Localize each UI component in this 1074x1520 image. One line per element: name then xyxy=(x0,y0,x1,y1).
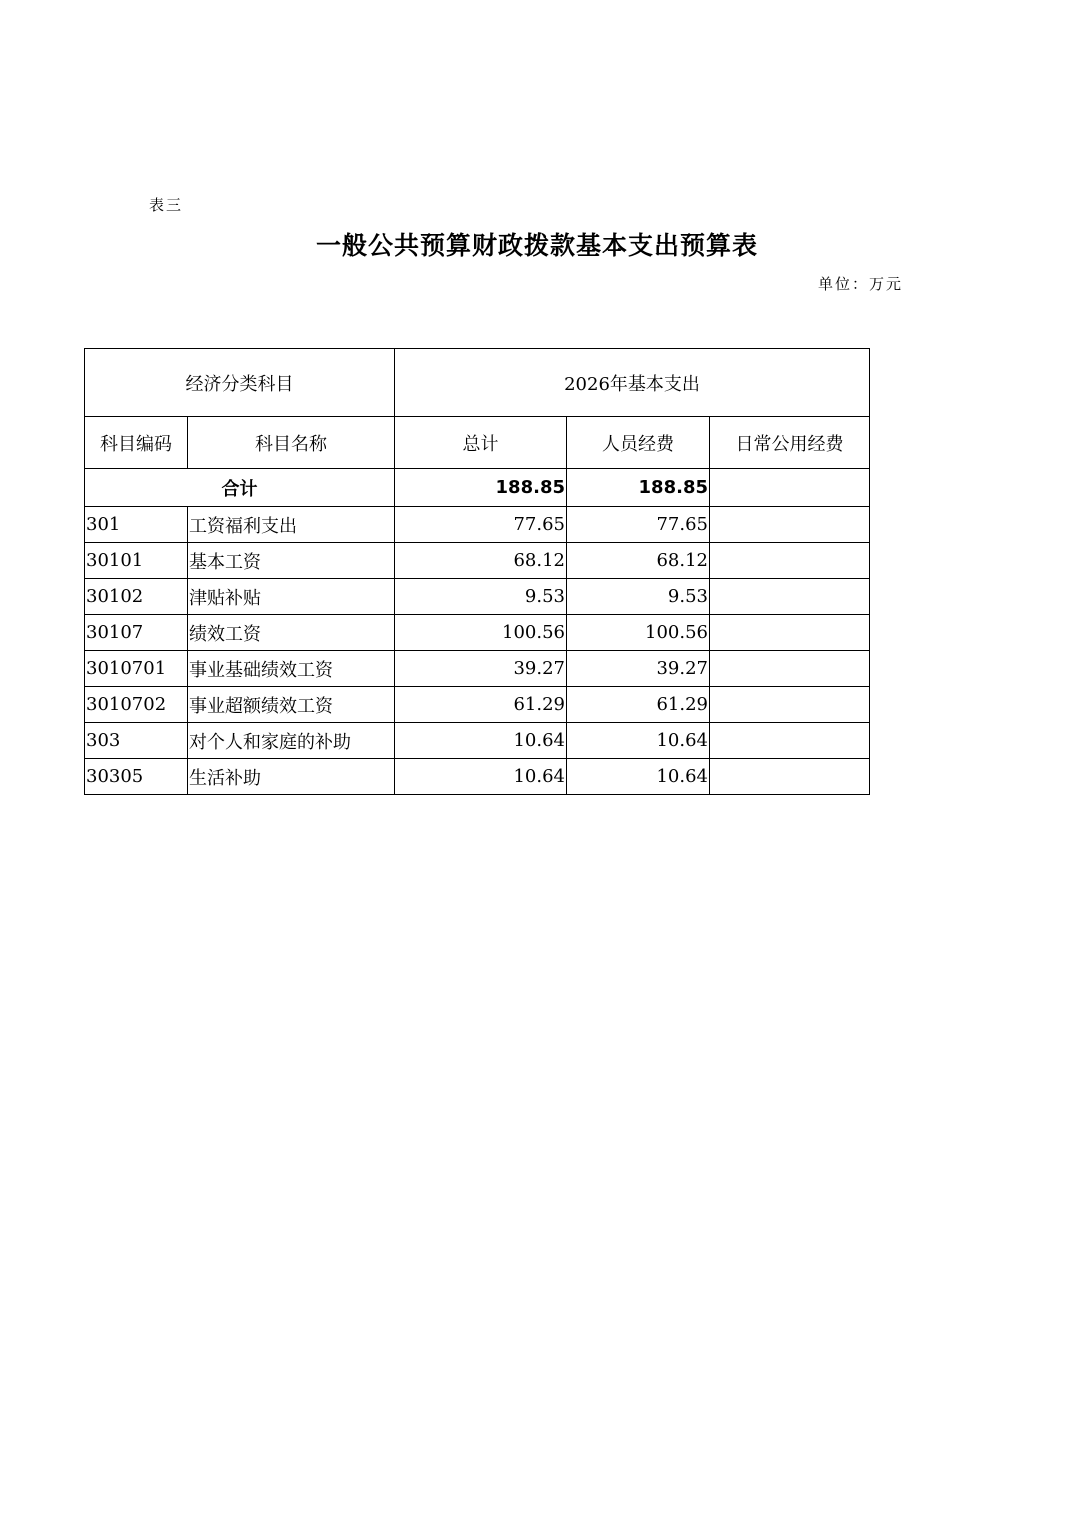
total-personnel: 188.85 xyxy=(567,469,710,507)
row-personnel: 68.12 xyxy=(567,543,710,579)
table-row xyxy=(85,651,870,687)
table-row xyxy=(85,687,870,723)
table-row xyxy=(85,759,870,795)
row-public xyxy=(710,579,870,615)
row-code: 30107 xyxy=(85,615,188,651)
row-total: 68.12 xyxy=(395,543,567,579)
name-column-header: 科目名称 xyxy=(188,417,395,469)
row-personnel: 9.53 xyxy=(567,579,710,615)
row-name: 对个人和家庭的补助 xyxy=(188,723,395,759)
row-code: 3010702 xyxy=(85,687,188,723)
page-title: 一般公共预算财政拨款基本支出预算表 xyxy=(315,231,758,260)
row-name: 工资福利支出 xyxy=(188,507,395,543)
row-personnel: 10.64 xyxy=(567,759,710,795)
budget-table xyxy=(84,348,870,795)
row-name: 津贴补贴 xyxy=(188,579,395,615)
row-personnel: 100.56 xyxy=(567,615,710,651)
row-personnel: 61.29 xyxy=(567,687,710,723)
row-total: 77.65 xyxy=(395,507,567,543)
row-personnel: 77.65 xyxy=(567,507,710,543)
table-label: 表三 xyxy=(149,196,184,214)
table-row xyxy=(85,543,870,579)
table-row xyxy=(85,723,870,759)
code-column-header: 科目编码 xyxy=(85,417,188,469)
public-column-header: 日常公用经费 xyxy=(710,417,870,469)
row-name: 基本工资 xyxy=(188,543,395,579)
row-total: 100.56 xyxy=(395,615,567,651)
row-personnel: 10.64 xyxy=(567,723,710,759)
row-code: 3010701 xyxy=(85,651,188,687)
row-name: 事业超额绩效工资 xyxy=(188,687,395,723)
total-public xyxy=(710,469,870,507)
row-public xyxy=(710,543,870,579)
table-row xyxy=(85,579,870,615)
row-public xyxy=(710,759,870,795)
row-public xyxy=(710,651,870,687)
row-total: 61.29 xyxy=(395,687,567,723)
total-total: 188.85 xyxy=(395,469,567,507)
unit-label: 单位：万元 xyxy=(818,275,904,293)
row-code: 30305 xyxy=(85,759,188,795)
row-public xyxy=(710,687,870,723)
economic-category-header: 经济分类科目 xyxy=(85,349,395,417)
row-total: 10.64 xyxy=(395,759,567,795)
row-personnel: 39.27 xyxy=(567,651,710,687)
row-total: 10.64 xyxy=(395,723,567,759)
total-row xyxy=(85,469,870,507)
row-name: 事业基础绩效工资 xyxy=(188,651,395,687)
row-public xyxy=(710,723,870,759)
row-name: 生活补助 xyxy=(188,759,395,795)
group-header-row xyxy=(85,349,870,417)
table-row xyxy=(85,615,870,651)
table-row xyxy=(85,507,870,543)
row-public xyxy=(710,615,870,651)
total-column-header: 总计 xyxy=(395,417,567,469)
row-total: 9.53 xyxy=(395,579,567,615)
column-header-row xyxy=(85,417,870,469)
basic-expenditure-header: 2026年基本支出 xyxy=(395,349,870,417)
row-code: 301 xyxy=(85,507,188,543)
row-total: 39.27 xyxy=(395,651,567,687)
total-label: 合计 xyxy=(85,469,395,507)
row-code: 303 xyxy=(85,723,188,759)
row-public xyxy=(710,507,870,543)
row-code: 30102 xyxy=(85,579,188,615)
row-code: 30101 xyxy=(85,543,188,579)
row-name: 绩效工资 xyxy=(188,615,395,651)
personnel-column-header: 人员经费 xyxy=(567,417,710,469)
